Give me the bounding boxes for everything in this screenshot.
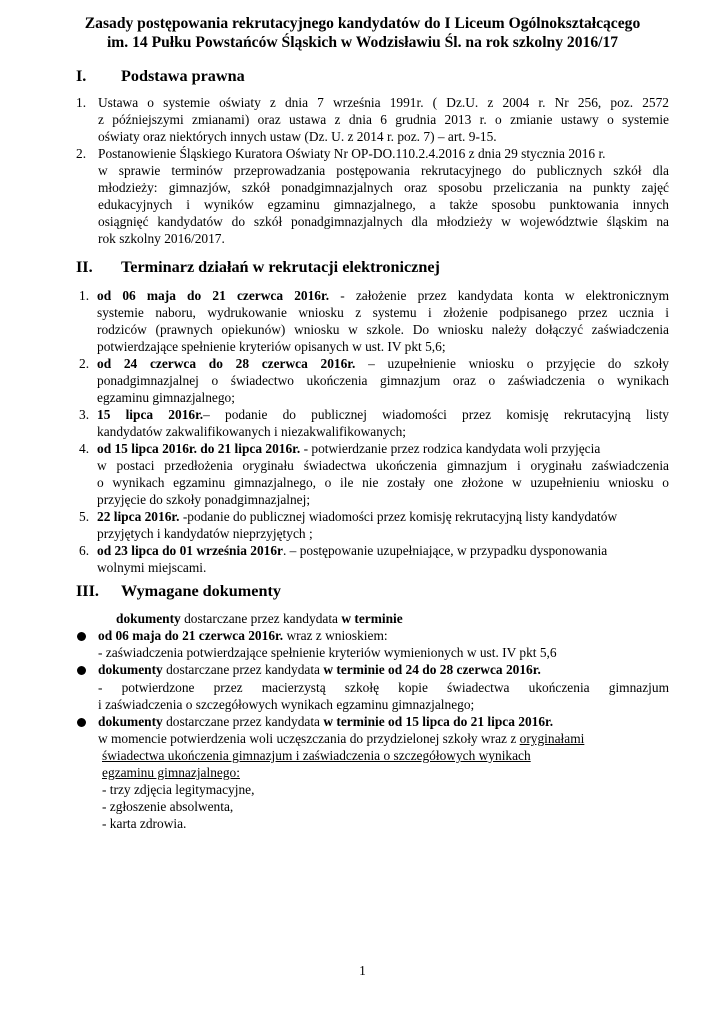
section-heading-documents: III. Wymagane dokumenty	[76, 582, 281, 600]
list-item-text: przyjętych i kandydatów nieprzyjętych ;	[97, 526, 313, 541]
bullet-icon	[77, 666, 86, 675]
list-item-text: z późniejszymi zmianami) oraz ustawa z dnia 6 grudnia 2013 r. o zmianie ustawy o systemie	[98, 112, 669, 127]
list-item-text: od 06 maja do 21 czerwca 2016r. - założenie przez kandydata konta w elektronicznym	[97, 288, 669, 303]
list-number: 3.	[79, 407, 90, 422]
list-number: 2.	[79, 356, 90, 371]
section-heading-legal-basis: I. Podstawa prawna	[76, 67, 245, 85]
list-item-text: potwierdzające spełnienie kryteriów opisanych w ust. IV pkt 5,6;	[97, 339, 446, 354]
list-item-text: młodzieży: gimnazjów, szkół ponadgimnazjalnych oraz sposobu przeliczania na punkty zajęć	[98, 180, 669, 195]
list-item-text: oświaty oraz niektórych innych ustaw (Dz. U. z 2014 r. poz. 7) – art. 9-15.	[98, 129, 497, 144]
list-item-text: od 15 lipca 2016r. do 21 lipca 2016r. - potwierdzanie przez rodzica kandydata woli przyjęcia	[97, 441, 601, 456]
documents-intro: dokumenty dostarczane przez kandydata w terminie	[116, 611, 403, 626]
list-item-text: od 23 lipca do 01 września 2016r. – postępowanie uzupełniające, w przypadku dysponowania	[97, 543, 608, 558]
list-item-text: egzaminu gimnazjalnego;	[97, 390, 235, 405]
list-item-text: 22 lipca 2016r. -podanie do publicznej wiadomości przez komisję rekrutacyjną listy kandydatów	[97, 509, 618, 524]
document-list-item: - zgłoszenie absolwenta,	[102, 799, 234, 814]
list-item-text: 15 lipca 2016r.– podanie do publicznej wiadomości przez komisję rekrutacyjną listy	[97, 407, 669, 422]
bullet-item-text: od 06 maja do 21 czerwca 2016r. wraz z wnioskiem:	[98, 628, 388, 643]
bullet-item-text: dokumenty dostarczane przez kandydata w terminie od 24 do 28 czerwca 2016r.	[98, 662, 541, 677]
list-item-text: w postaci przedłożenia oryginału świadectwa ukończenia gimnazjum i oryginału zaświadczenia	[97, 458, 669, 473]
list-item-text: ponadgimnazjalnej o świadectwo ukończenia gimnazjum oraz o zaświadczenia o wynikach	[97, 373, 669, 388]
bullet-sub-item: w momencie potwierdzenia woli uczęszczania do przydzielonej szkoły wraz z oryginałami	[98, 731, 585, 746]
list-item-text: edukacyjnych i wyników egzaminu gimnazjalnego, a także sposobu punktowania innych	[98, 197, 669, 212]
list-item-text: od 24 czerwca do 28 czerwca 2016r. – uzupełnienie wniosku o przyjęcie do szkoły	[97, 356, 669, 371]
list-item-text: rok szkolny 2016/2017.	[98, 231, 225, 246]
list-item-text: wolnymi miejscami.	[97, 560, 207, 575]
title-line-1: Zasady postępowania rekrutacyjnego kandydatów do I Liceum Ogólnokształcącego	[84, 15, 641, 32]
page-number: 1	[359, 963, 366, 978]
list-number: 2.	[76, 146, 87, 161]
document-title	[40, 14, 685, 52]
bullet-sub-item: - zaświadczenia potwierdzające spełnienie kryteriów wymienionych w ust. IV pkt 5,6	[98, 645, 557, 660]
title-line-2: im. 14 Pułku Powstańców Śląskich w Wodzisławiu Śl. na rok szkolny 2016/17	[106, 34, 619, 51]
list-item-text: przyjęcie do szkoły ponadgimnazjalnej;	[97, 492, 311, 507]
list-number: 5.	[79, 509, 90, 524]
list-item-text: rodziców (prawnych opiekunów) wniosku w szkole. Do wniosku należy dołączyć zaświadczenia	[97, 322, 669, 337]
list-item-text: osiągnięć kandydatów do szkół ponadgimnazjalnych dla młodzieży w województwie śląskim na	[98, 214, 669, 229]
list-item-text: Postanowienie Śląskiego Kuratora Oświaty Nr OP-DO.110.2.4.2016 z dnia 29 stycznia 2016 r.	[98, 146, 606, 161]
bullet-sub-item: świadectwa ukończenia gimnazjum i zaświadczenia o szczegółowych wynikach	[102, 748, 531, 763]
bullet-sub-item: egzaminu gimnazjalnego:	[102, 765, 240, 780]
list-item-text: o wynikach egzaminu gimnazjalnego, o ile nie zostały one złożone w uzupełnieniu wniosku o	[97, 475, 669, 490]
list-item-text: kandydatów zakwalifikowanych i niezakwalifikowanych;	[97, 424, 406, 439]
section-heading-schedule: II. Terminarz działań w rekrutacji elektronicznej	[76, 258, 440, 276]
list-number: 6.	[79, 543, 90, 558]
document-list-item: - karta zdrowia.	[102, 816, 187, 831]
bullet-icon	[77, 632, 86, 641]
list-item-text: Ustawa o systemie oświaty z dnia 7 września 1991r. ( Dz.U. z 2004 r. Nr 256, poz. 2572	[98, 95, 669, 110]
list-number: 1.	[76, 95, 87, 110]
bullet-icon	[77, 718, 86, 727]
bullet-sub-item: i zaświadczenia o szczegółowych wynikach egzaminu gimnazjalnego;	[98, 697, 475, 712]
bullet-item-text: dokumenty dostarczane przez kandydata w terminie od 15 lipca do 21 lipca 2016r.	[98, 714, 554, 729]
document-list-item: - trzy zdjęcia legitymacyjne,	[102, 782, 255, 797]
list-number: 1.	[79, 288, 90, 303]
bullet-sub-item: - potwierdzone przez macierzystą szkołę kopie świadectwa ukończenia gimnazjum	[98, 680, 669, 695]
list-item-text: systemie naboru, wydrukowanie wniosku z systemu i złożenie podpisanego przez ucznia i	[97, 305, 669, 320]
list-item-text: w sprawie terminów przeprowadzania postępowania rekrutacyjnego do publicznych szkół dla	[98, 163, 669, 178]
list-number: 4.	[79, 441, 90, 456]
